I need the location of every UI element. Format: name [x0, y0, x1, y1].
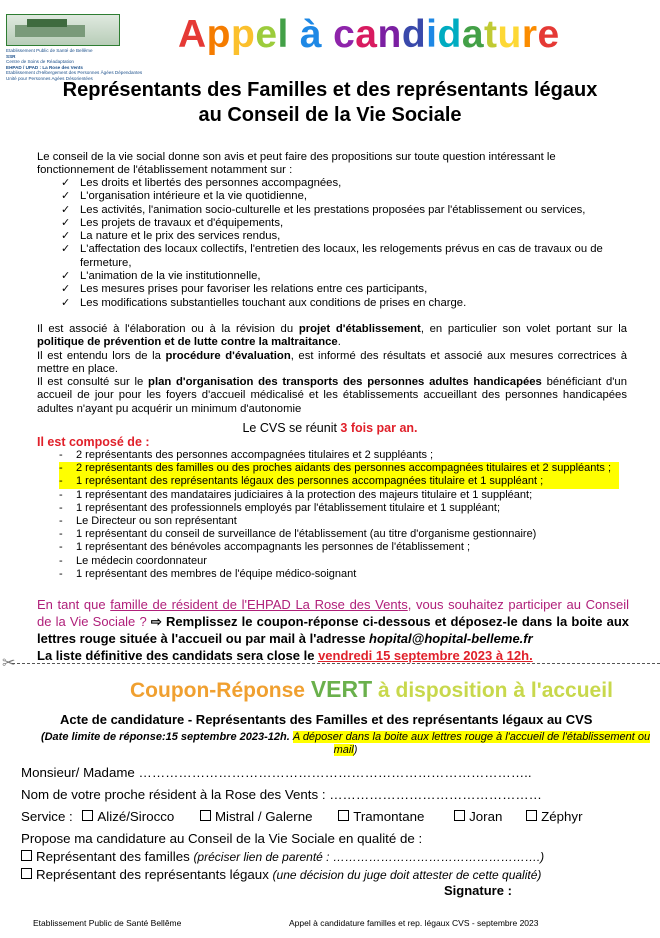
member-text: Le médecin coordonnateur: [76, 554, 207, 567]
member-item: [59, 462, 619, 475]
text: Il est entendu lors de la: [37, 349, 166, 362]
member-item: [59, 528, 619, 541]
text: Coupon-Réponse: [130, 679, 311, 702]
fill-line: ……………………………………………………………………………..: [138, 765, 532, 780]
text: A déposer dans la boite aux lettres rouge à l'accueil de l'établissement ou mail: [292, 731, 651, 756]
member-item: [59, 449, 619, 462]
member-text: 2 représentants des personnes accompagnées titulaires et 2 suppléants ;: [76, 449, 434, 461]
text: politique de prévention et de lutte contre la maltraitance: [37, 336, 338, 349]
highlight-text: 3 fois par an.: [340, 421, 418, 435]
note: (une décision du juge doit attester de cette qualité): [272, 868, 542, 882]
label: Zéphyr: [541, 809, 583, 824]
text: plan d'organisation des transports des personnes adultes handicapées: [148, 376, 542, 389]
topic-item: ✓ L'organisation intérieure et la vie quotidienne,: [61, 190, 621, 203]
document-subtitle: [0, 75, 660, 128]
member-text: 1 représentant des représentants légaux des personnes accompagnées titulaire et 1 suppléant ;: [76, 475, 544, 488]
role-paragraphs: [37, 323, 627, 416]
text: En tant que: [37, 597, 111, 612]
member-text: 1 représentant du conseil de surveillance de l'établissement (au titre d'organisme gestionnaire): [76, 528, 537, 541]
member-item: [59, 489, 619, 502]
composition-heading: Il est composé de :: [37, 435, 150, 449]
footer-right: Appel à candidature familles et rep. légaux CVS - septembre 2023: [289, 918, 539, 928]
intro-text: Le conseil de la vie social donne son avis et peut faire des propositions sur toute question intéressant le fonctionnement de l'établissement notamment sur :: [37, 151, 556, 177]
checkbox[interactable]: [454, 810, 465, 821]
title-letter: e: [255, 13, 278, 56]
label: Monsieur/ Madame: [21, 765, 139, 780]
text: , vous souhaitez participer au Conseil de la Vie Sociale ?: [37, 597, 629, 629]
topic-item: ✓ Les activités, l'animation socio-culturelle et les prestations proposées par l'établissement ou services,: [61, 204, 621, 217]
text: VERT: [310, 676, 373, 702]
title-letter: p: [231, 13, 256, 56]
title-letter: p: [206, 13, 231, 56]
title-letter: d: [401, 13, 427, 56]
paragraph-project: [37, 323, 627, 350]
label: Nom de votre proche résident à la Rose des Vents :: [21, 787, 330, 802]
text: bénéficiant d'un accueil de jour pour les foyers d'accueil médicalisé et les établissements accueillant des personnes handicapées adultes n'ayant pu acquérir un minimum d'autonomie: [37, 376, 627, 415]
text: Il est associé à l'élaboration ou à la révision du: [37, 323, 299, 335]
text: procédure d'évaluation: [165, 349, 291, 362]
label: Service :: [21, 809, 77, 824]
option-legal-representatives[interactable]: [21, 867, 541, 882]
title-letter: a: [355, 13, 378, 56]
text: , est informé des résultats et associé aux mesures correctrices à mettre en place.: [37, 349, 628, 375]
hospital-logo: [6, 14, 143, 82]
title-letter: r: [521, 13, 538, 56]
text: (Date limite de réponse:15 septembre 2023-12h.: [40, 731, 293, 743]
label: Alizé/Sirocco: [97, 809, 175, 824]
application-title: Acte de candidature - Représentants des Familles et des représentants légaux au CVS: [60, 712, 593, 727]
service-option[interactable]: [82, 809, 174, 824]
topic-item: ✓ Les projets de travaux et d'équipements,: [61, 217, 621, 230]
coupon-title: [130, 676, 613, 703]
member-text: 1 représentant des professionnels employés par l'établissement titulaire et 1 suppléant;: [76, 501, 501, 514]
arrow-icon: ⇨: [150, 614, 162, 629]
logo-line: Etablissement d'Hébergement des Personnes Âgées Dépendantes: [6, 70, 143, 76]
title-letter: i: [426, 13, 438, 56]
propose-text: Propose ma candidature au Conseil de la Vie Sociale en qualité de :: [21, 831, 423, 846]
topic-item: ✓ La nature et le prix des services rendus,: [61, 230, 621, 243]
page-title: [178, 13, 560, 57]
relative-name-field[interactable]: [21, 787, 542, 802]
logo-line: SSR: [6, 53, 16, 59]
hospital-building-image: [6, 14, 120, 46]
title-letter: u: [497, 13, 522, 56]
text: Il est consulté sur le: [37, 376, 149, 389]
topic-item: ✓ Les droits et libertés des personnes accompagnées,: [61, 177, 621, 190]
topic-item: ✓ Les mesures prises pour favoriser les relations entre ces participants,: [61, 283, 621, 296]
paragraph-evaluation: [37, 350, 627, 377]
name-field[interactable]: [21, 765, 532, 780]
title-letter: A: [178, 13, 207, 56]
checkbox[interactable]: [526, 810, 537, 821]
label: Tramontane: [353, 809, 425, 824]
cut-line: [12, 663, 660, 664]
subtitle-line-1: Représentants des Familles et des représentants légaux: [62, 79, 598, 101]
invitation-text: [37, 596, 629, 664]
member-text: 2 représentants des familles ou des proches aidants des personnes accompagnées titulaires et 2 suppléants ;: [76, 462, 612, 475]
checkbox[interactable]: [82, 810, 93, 821]
members-list: [59, 449, 619, 581]
label: Représentant des représentants légaux: [36, 867, 273, 882]
fill-line: …………………………………………: [329, 787, 542, 802]
service-option[interactable]: [338, 809, 424, 824]
topic-item: ✓ L'affectation des locaux collectifs, l'entretien des locaux, les relogements prévus en cas de travaux ou de fermeture,: [61, 243, 621, 270]
checkbox[interactable]: [21, 850, 32, 861]
logo-text: [6, 48, 143, 82]
paragraph-transport: [37, 376, 627, 416]
text: projet d'établissement: [298, 323, 421, 335]
title-letter: c: [333, 13, 356, 56]
text: famille de résident de l'EHPAD La Rose des Vents: [110, 597, 408, 612]
cvs-meeting-frequency: [0, 421, 660, 435]
member-text: 1 représentant des mandataires judiciaires à la protection des majeurs titulaire et 1 suppléant;: [76, 488, 533, 501]
subtitle-line-2: au Conseil de la Vie Sociale: [198, 104, 462, 126]
service-option[interactable]: [454, 809, 502, 824]
closing-date: vendredi 15 septembre 2023 à 12h.: [318, 648, 533, 663]
logo-line: EHPAD / UPAD : La Rose des Vents: [6, 64, 83, 70]
member-text: Le Directeur ou son représentant: [76, 515, 237, 528]
label: Joran: [469, 809, 503, 824]
label: Mistral / Galerne: [214, 809, 313, 824]
signature-label: Signature :: [444, 883, 512, 898]
title-letter: t: [484, 13, 498, 56]
note: (préciser lien de parenté : …………………………………………….): [193, 850, 545, 864]
title-letter: d: [437, 13, 462, 56]
text: ): [353, 744, 358, 756]
text: .: [337, 336, 341, 349]
text: Le CVS se réunit: [242, 421, 341, 435]
member-item: [59, 515, 619, 528]
member-item: [59, 502, 619, 515]
title-letter: à: [299, 13, 323, 56]
checkbox[interactable]: [21, 868, 32, 879]
member-item: [59, 568, 619, 581]
footer-left: Etablissement Public de Santé Bellême: [33, 918, 182, 928]
logo-line: Etablissement Public de Santé de Bellême: [6, 48, 93, 53]
title-letter: l: [277, 13, 289, 56]
checkbox[interactable]: [338, 810, 349, 821]
email-address[interactable]: hopital@hopital-belleme.fr: [369, 631, 533, 646]
text: , en particulier son volet portant sur la: [420, 323, 627, 335]
text: La liste définitive des candidats sera close le: [37, 648, 319, 663]
service-choice: [21, 809, 583, 824]
logo-line: Unité pour Personnes Agées Désorientées: [6, 75, 93, 81]
topics-list: [61, 177, 621, 310]
option-families[interactable]: [21, 849, 544, 864]
logo-line: Centre de Soins de Réadaptation: [6, 59, 74, 65]
topic-item: ✓ Les modifications substantielles touchant aux conditions de prises en charge.: [61, 297, 621, 310]
title-letter: n: [377, 13, 402, 56]
scissors-icon: ✂: [2, 655, 16, 672]
topic-item: ✓ L'animation de la vie institutionnelle,: [61, 270, 621, 283]
text: à disposition à l'accueil: [372, 679, 613, 702]
deadline-note: [33, 731, 658, 757]
text: Remplissez le coupon-réponse ci-dessous et déposez-le dans la boite aux lettres rouge située à l'accueil ou par mail à l'adresse: [37, 614, 630, 646]
member-text: 1 représentant des membres de l'équipe médico-soignant: [76, 567, 357, 580]
label: Représentant des familles: [36, 849, 194, 864]
title-letter: e: [537, 13, 560, 56]
service-option[interactable]: [200, 809, 313, 824]
member-item: [59, 541, 619, 554]
service-option[interactable]: [526, 809, 582, 824]
member-item: [59, 555, 619, 568]
checkbox[interactable]: [200, 810, 211, 821]
title-letter: a: [461, 13, 485, 56]
member-text: 1 représentant des bénévoles accompagnants les personnes de l'établissement ;: [76, 541, 471, 554]
member-item: [59, 475, 619, 488]
